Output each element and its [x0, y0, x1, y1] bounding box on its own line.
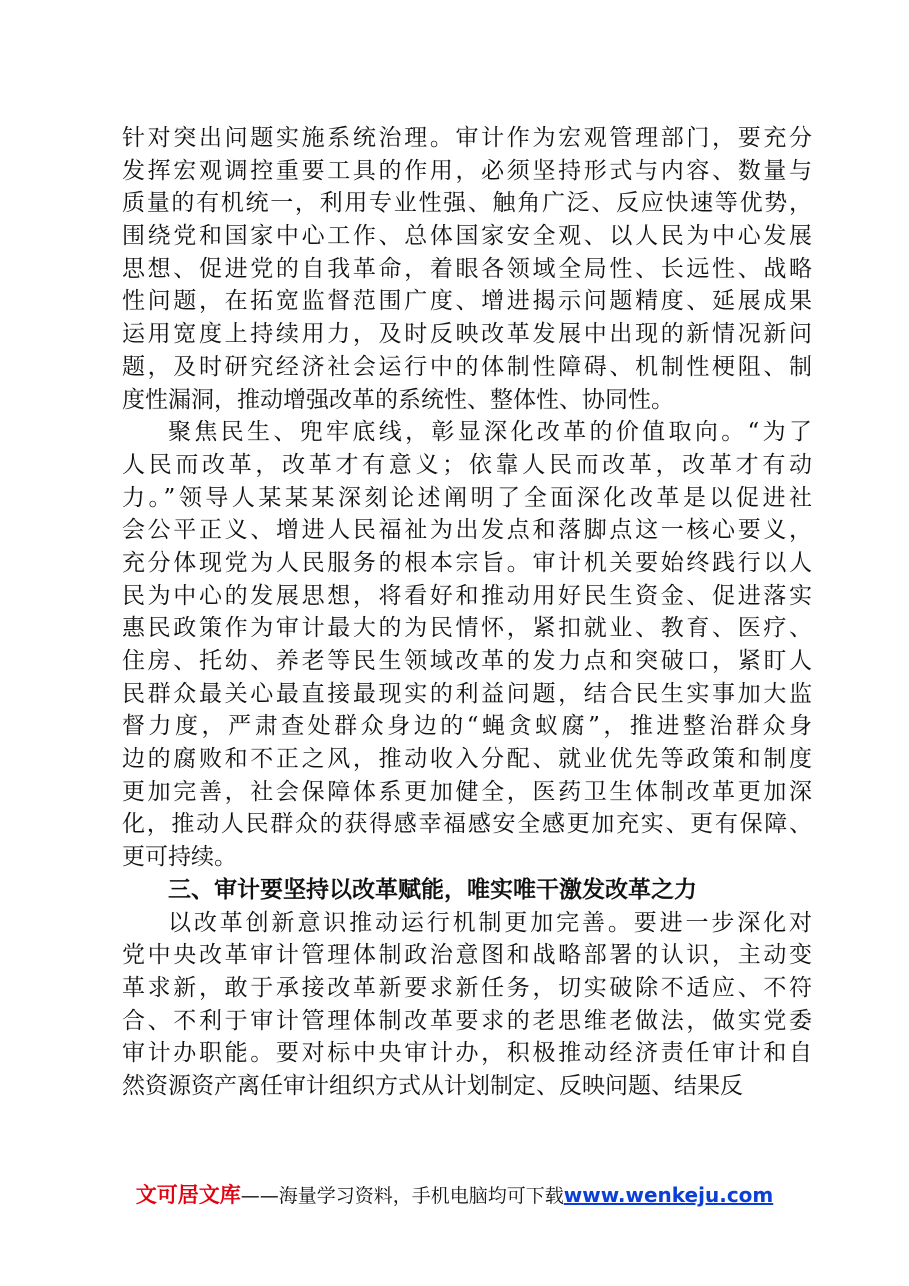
footer-slogan: ——海量学习资料，手机电脑均可下载 [240, 1185, 564, 1207]
text-line: 党中央改革审计管理体制政治意图和战略部署的认识，主动变 [122, 942, 812, 969]
text-line: 住房、托幼、养老等民生领域改革的发力点和突破口，紧盯人 [122, 648, 812, 674]
text-line: 审计办职能。要对标中央审计办，积极推动经济责任审计和自 [122, 1040, 812, 1067]
paragraph [122, 416, 812, 874]
paragraph [122, 907, 812, 1103]
watermark-footer [0, 1180, 909, 1211]
text-line: 人民而改革，改革才有意义；依靠人民而改革，改革才有动 [122, 451, 812, 478]
text-line: 督力度，严肃查处群众身边的“蝇贪蚁腐”，推进整治群众身 [122, 713, 812, 740]
text-line: 力。”领导人某某某深刻论述阐明了全面深化改革是以促进社 [122, 484, 812, 511]
text-line: 聚焦民生、兜牢底线，彰显深化改革的价值取向。“为了 [168, 419, 812, 446]
document-body [122, 122, 812, 1103]
footer-link[interactable]: www.wenkeju.com [563, 1183, 774, 1207]
text-line: 题，及时研究经济社会运行中的体制性障碍、机制性梗阻、制 [122, 353, 812, 380]
text-line: 边的腐败和不正之风，推动收入分配、就业优先等政策和制度 [122, 746, 812, 773]
text-line: 度性漏洞，推动增强改革的系统性、整体性、协同性。 [122, 386, 674, 413]
text-line: 然资源资产离任审计组织方式从计划制定、反映问题、结果反 [122, 1072, 743, 1099]
text-line: 充分体现党为人民服务的根本宗旨。审计机关要始终践行以人 [122, 549, 812, 576]
paragraph [122, 122, 812, 416]
text-line: 民为中心的发展思想，将看好和推动用好民生资金、促进落实 [122, 582, 812, 609]
text-line: 性问题，在拓宽监督范围广度、增进揭示问题精度、延展成果 [122, 288, 812, 315]
text-line: 围绕党和国家中心工作、总体国家安全观、以人民为中心发展 [122, 223, 812, 250]
text-line: 发挥宏观调控重要工具的作用，必须坚持形式与内容、数量与 [122, 157, 812, 184]
text-line: 以改革创新意识推动运行机制更加完善。要进一步深化对 [168, 909, 812, 936]
text-line: 针对突出问题实施系统治理。审计作为宏观管理部门，要充分 [122, 125, 812, 151]
heading-line: 三、审计要坚持以改革赋能，唯实唯干激发改革之力 [168, 876, 697, 903]
text-line: 思想、促进党的自我革命，着眼各领域全局性、长远性、战略 [122, 255, 812, 282]
text-line: 民群众最关心最直接最现实的利益问题，结合民生实事加大监 [122, 680, 812, 707]
text-line: 惠民政策作为审计最大的为民情怀，紧扣就业、教育、医疗、 [122, 615, 812, 642]
text-line: 合、不利于审计管理体制改革要求的老思维老做法，做实党委 [122, 1007, 812, 1034]
footer-brand: 文可居文库 [135, 1183, 241, 1207]
text-line: 质量的有机统一，利用专业性强、触角广泛、反应快速等优势， [122, 190, 812, 217]
section-heading [122, 874, 812, 907]
text-line: 会公平正义、增进人民福祉为出发点和落脚点这一核心要义， [122, 517, 812, 544]
text-line: 运用宽度上持续用力，及时反映改革发展中出现的新情况新问 [122, 321, 812, 348]
text-line: 革求新，敢于承接改革新要求新任务，切实破除不适应、不符 [122, 974, 812, 1001]
text-line: 更加完善，社会保障体系更加健全，医药卫生体制改革更加深 [122, 778, 812, 805]
text-line: 更可持续。 [122, 844, 237, 871]
text-line: 化，推动人民群众的获得感幸福感安全感更加充实、更有保障、 [122, 811, 812, 838]
